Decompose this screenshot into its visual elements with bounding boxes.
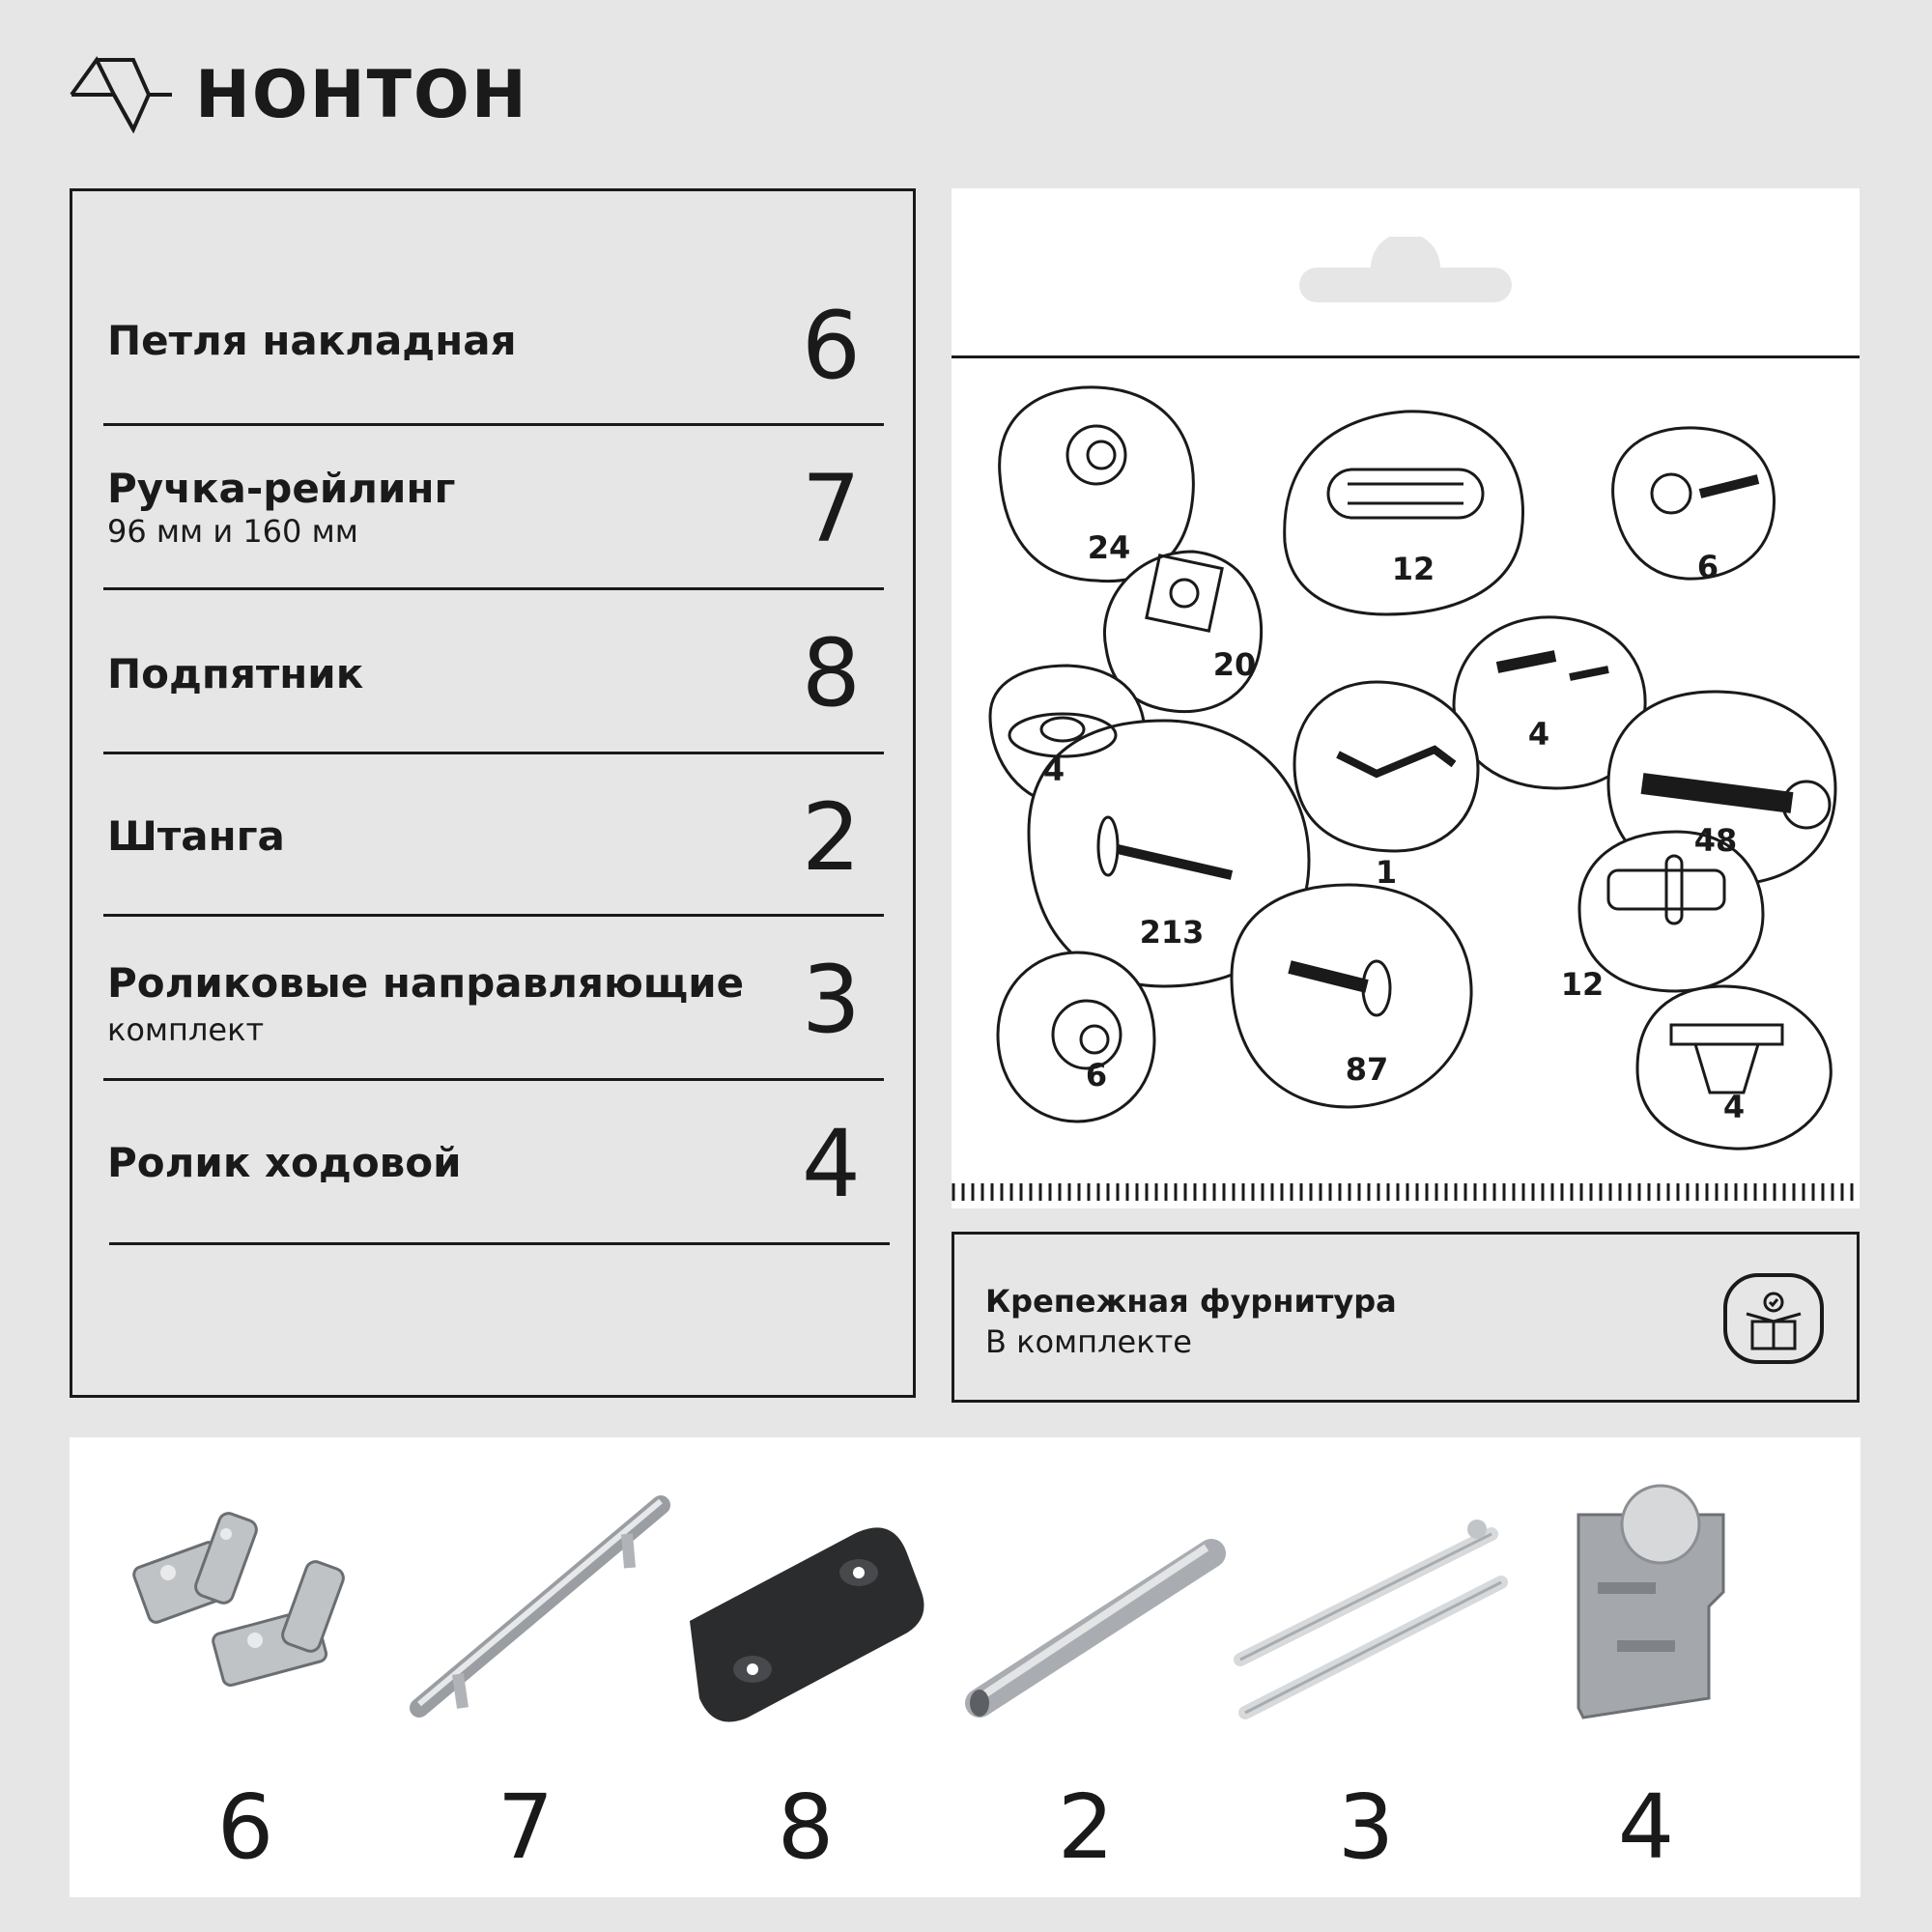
item-qty: 2 bbox=[801, 783, 861, 892]
kit-count: 24 bbox=[1087, 529, 1131, 566]
kit-count: 4 bbox=[1042, 752, 1065, 788]
product-qty: 2 bbox=[1057, 1776, 1115, 1879]
list-item bbox=[103, 426, 884, 590]
brand-logo bbox=[70, 56, 528, 133]
item-sub: комплект bbox=[107, 1011, 265, 1048]
brand-name: НОНТОН bbox=[195, 56, 528, 133]
kit-count: 12 bbox=[1391, 551, 1435, 587]
contents-list bbox=[70, 188, 916, 1398]
hardware-title: Крепежная фурнитура bbox=[985, 1283, 1397, 1320]
kit-count: 4 bbox=[1722, 1089, 1746, 1125]
kit-count: 6 bbox=[1696, 549, 1719, 585]
list-item bbox=[103, 191, 884, 426]
foot-pad-icon bbox=[661, 1476, 951, 1747]
product-qty: 3 bbox=[1337, 1776, 1395, 1879]
hardware-subtitle: В комплекте bbox=[985, 1323, 1192, 1360]
hinge-icon bbox=[100, 1476, 390, 1747]
kit-count: 213 bbox=[1139, 914, 1205, 951]
kit-count: 4 bbox=[1527, 716, 1550, 753]
product-foot-pad bbox=[661, 1437, 951, 1897]
fastener-illustration bbox=[952, 358, 1860, 1162]
kit-bubble bbox=[998, 952, 1154, 1122]
kit-count: 87 bbox=[1345, 1051, 1389, 1088]
box-check-icon bbox=[1723, 1273, 1824, 1364]
product-qty: 4 bbox=[1617, 1776, 1675, 1879]
item-label: Ролик ходовой bbox=[107, 1139, 462, 1186]
kit-bubble bbox=[1613, 428, 1775, 579]
item-label: Роликовые направляющие bbox=[107, 959, 745, 1007]
product-qty: 6 bbox=[216, 1776, 274, 1879]
tear-strip bbox=[952, 1183, 1860, 1201]
list-item bbox=[103, 754, 884, 917]
item-label: Ручка-рейлинг bbox=[107, 465, 456, 512]
kit-count: 20 bbox=[1212, 646, 1257, 683]
logo-icon bbox=[70, 56, 176, 133]
hardware-included-box bbox=[952, 1232, 1860, 1403]
item-qty: 7 bbox=[801, 455, 861, 563]
rail-handle-icon bbox=[381, 1476, 670, 1747]
item-label: Подпятник bbox=[107, 650, 364, 697]
product-rod bbox=[941, 1437, 1231, 1897]
item-label: Штанга bbox=[107, 812, 285, 860]
kit-count: 1 bbox=[1375, 854, 1398, 891]
item-qty: 4 bbox=[801, 1110, 861, 1218]
product-hinge bbox=[100, 1437, 390, 1897]
product-drawer-slide bbox=[1221, 1437, 1511, 1897]
kit-count: 12 bbox=[1560, 966, 1605, 1003]
item-qty: 6 bbox=[801, 292, 861, 400]
list-item bbox=[109, 1081, 890, 1245]
bag-hanger-icon bbox=[1297, 237, 1514, 304]
list-item bbox=[103, 917, 884, 1081]
product-qty: 8 bbox=[777, 1776, 835, 1879]
fastener-kit-panel bbox=[952, 188, 1860, 1208]
product-roller bbox=[1501, 1437, 1791, 1897]
list-item bbox=[103, 590, 884, 754]
kit-count: 48 bbox=[1693, 822, 1738, 859]
item-qty: 3 bbox=[801, 946, 861, 1054]
drawer-slide-icon bbox=[1221, 1476, 1511, 1747]
rod-icon bbox=[941, 1476, 1231, 1747]
item-sub: 96 мм и 160 мм bbox=[107, 513, 358, 550]
item-qty: 8 bbox=[801, 619, 861, 727]
product-rail-handle bbox=[381, 1437, 670, 1897]
products-strip bbox=[70, 1437, 1861, 1897]
product-qty: 7 bbox=[497, 1776, 554, 1879]
kit-count: 6 bbox=[1085, 1057, 1108, 1094]
item-label: Петля накладная bbox=[107, 317, 517, 364]
roller-icon bbox=[1501, 1476, 1791, 1747]
